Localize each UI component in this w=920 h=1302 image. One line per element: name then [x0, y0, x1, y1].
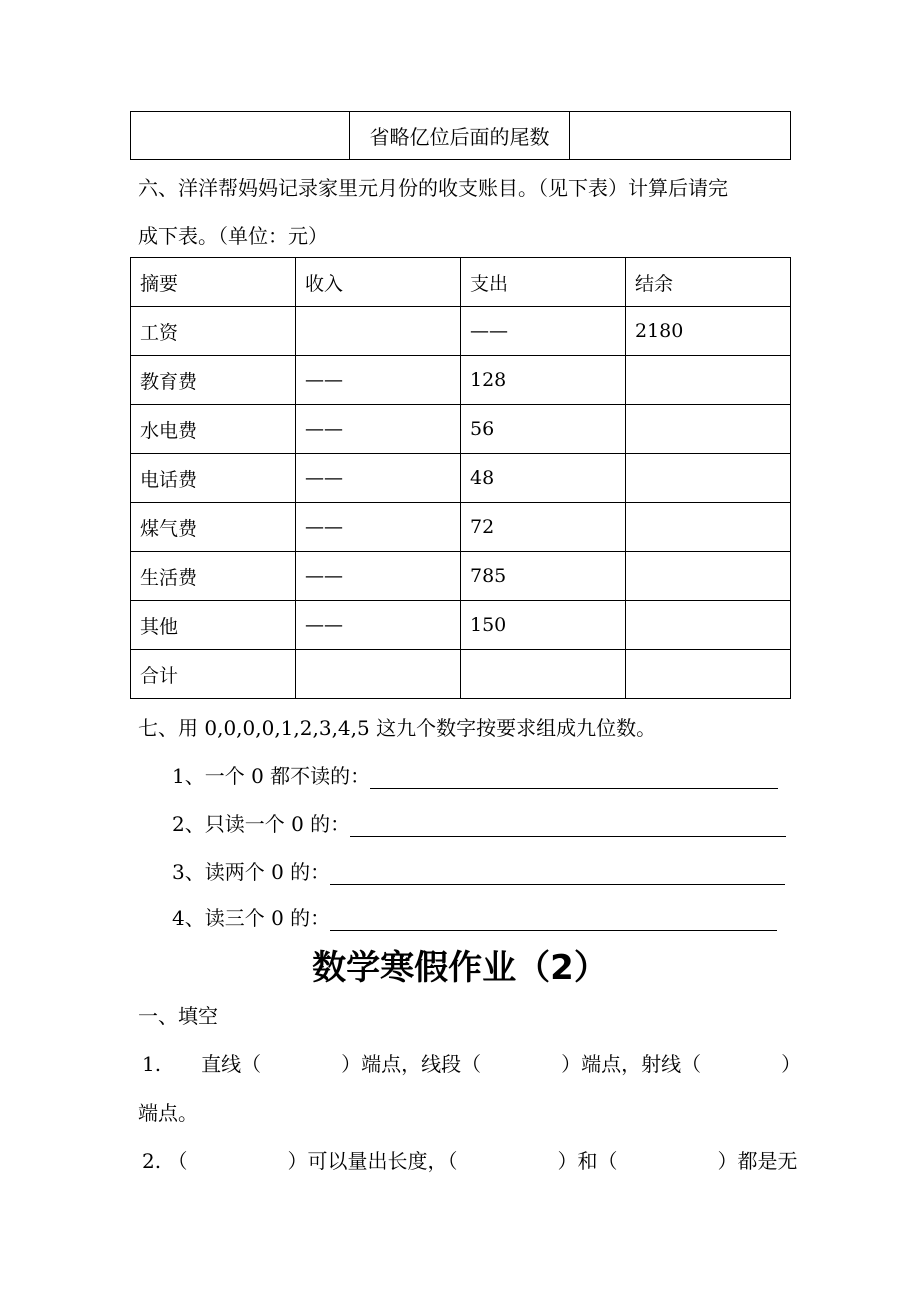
column-header: 支出	[461, 258, 626, 307]
answer-row-4	[172, 902, 777, 931]
column-header: 收入	[296, 258, 461, 307]
table-row	[131, 552, 791, 601]
section-title: 数学寒假作业（2）	[312, 948, 608, 988]
question-6-text-continued: 成下表。（单位：元）	[138, 224, 328, 248]
table-cell: 煤气费	[131, 503, 296, 552]
answer-blank-line[interactable]	[370, 766, 778, 789]
fill-in-question-1: 1. 直线（ ）端点，线段（ ）端点，射线（ ）	[142, 1052, 802, 1076]
answer-blank-line[interactable]	[330, 908, 777, 931]
answer-label: 4、读三个 0 的：	[172, 906, 331, 930]
table-header-row	[131, 258, 791, 307]
table-cell: 48	[461, 454, 626, 503]
table-cell: 水电费	[131, 405, 296, 454]
table-cell: ——	[296, 552, 461, 601]
table-cell: ——	[461, 307, 626, 356]
question-6-text: 六、洋洋帮妈妈记录家里元月份的收支账目。（见下表）计算后请完	[138, 176, 728, 200]
fill-in-question-2: 2. （ ）可以量出长度，（ ）和（ ）都是无	[142, 1149, 798, 1173]
table-cell: 56	[461, 405, 626, 454]
ledger-table	[130, 257, 791, 699]
table-cell: 150	[461, 601, 626, 650]
table-cell: 教育费	[131, 356, 296, 405]
column-header: 结余	[626, 258, 791, 307]
answer-blank-line[interactable]	[350, 814, 786, 837]
table-cell: ——	[296, 356, 461, 405]
table-cell	[626, 503, 791, 552]
table-cell: 工资	[131, 307, 296, 356]
table-cell: 785	[461, 552, 626, 601]
table-cell	[626, 356, 791, 405]
table-row	[131, 307, 791, 356]
table-row	[131, 454, 791, 503]
answer-row-1	[172, 760, 778, 789]
table-cell: ——	[296, 454, 461, 503]
table-cell	[131, 112, 350, 160]
table-cell	[626, 650, 791, 699]
table-row	[131, 112, 791, 160]
table-cell	[626, 552, 791, 601]
table-cell	[626, 454, 791, 503]
answer-row-3	[172, 856, 785, 885]
table-cell: ——	[296, 405, 461, 454]
answer-label: 2、只读一个 0 的：	[172, 812, 351, 836]
table-cell: 其他	[131, 601, 296, 650]
table-cell: 省略亿位后面的尾数	[350, 112, 570, 160]
table-cell: 生活费	[131, 552, 296, 601]
table-row	[131, 503, 791, 552]
table-cell	[570, 112, 791, 160]
table-cell: ——	[296, 601, 461, 650]
fill-in-question-1-continued: 端点。	[138, 1101, 198, 1125]
table-cell	[296, 650, 461, 699]
table-cell: 合计	[131, 650, 296, 699]
table-cell	[626, 601, 791, 650]
table-row	[131, 650, 791, 699]
answer-label: 1、一个 0 都不读的：	[172, 764, 371, 788]
table-row	[131, 356, 791, 405]
top-table	[130, 111, 791, 160]
table-cell	[626, 405, 791, 454]
answer-blank-line[interactable]	[330, 862, 785, 885]
section-heading: 一、填空	[138, 1004, 218, 1028]
table-cell: 电话费	[131, 454, 296, 503]
table-cell: ——	[296, 503, 461, 552]
table-cell	[296, 307, 461, 356]
column-header: 摘要	[131, 258, 296, 307]
question-7-text: 七、用 0,0,0,0,1,2,3,4,5 这九个数字按要求组成九位数。	[138, 716, 657, 740]
answer-row-2	[172, 808, 786, 837]
table-row	[131, 405, 791, 454]
table-cell: 72	[461, 503, 626, 552]
table-cell	[461, 650, 626, 699]
table-cell: 2180	[626, 307, 791, 356]
table-cell: 128	[461, 356, 626, 405]
table-row	[131, 601, 791, 650]
answer-label: 3、读两个 0 的：	[172, 860, 331, 884]
